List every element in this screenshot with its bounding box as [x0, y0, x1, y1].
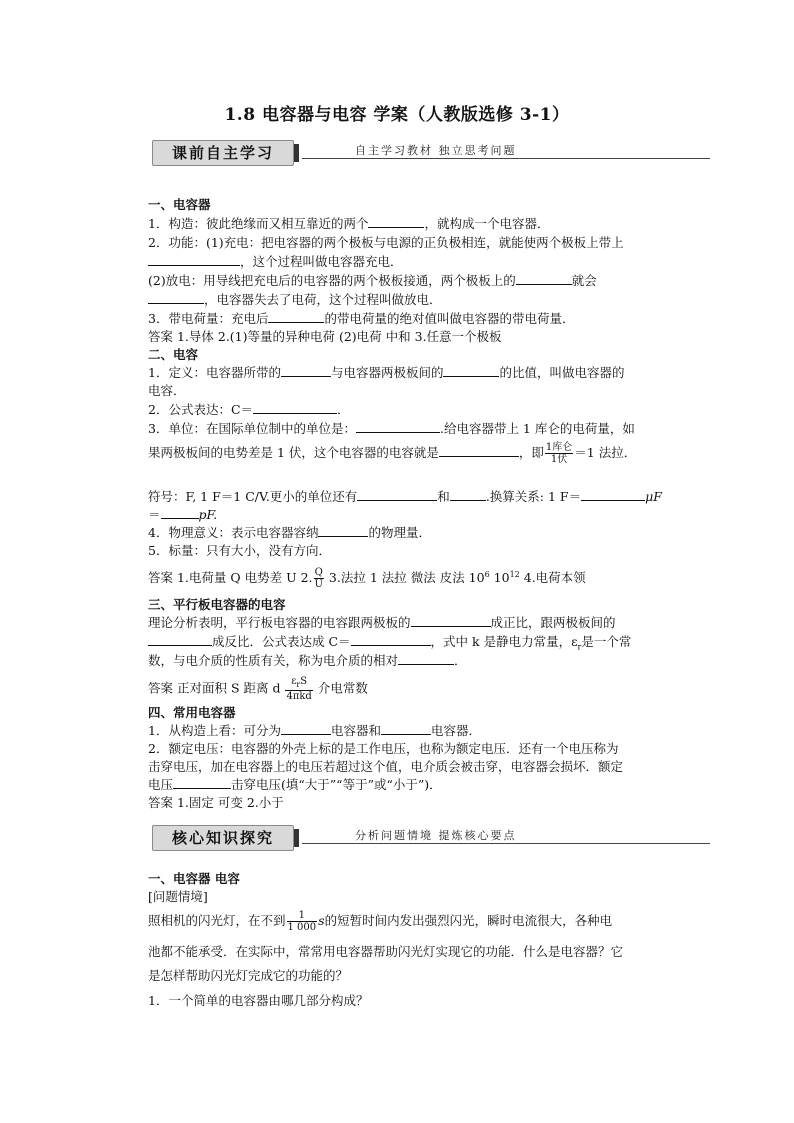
banner-tag: 核心知识探究	[152, 825, 294, 851]
text-line: 池都不能承受．在实际中，常常用电容器帮助闪光灯实现它的功能．什么是电容器？它	[148, 944, 624, 959]
answer-blank	[356, 420, 440, 433]
answer-blank	[516, 272, 572, 285]
section-heading: 一、电容器 电容	[148, 871, 240, 886]
banner-rule	[302, 158, 710, 159]
answer-blank	[411, 614, 491, 627]
text-line: [问题情境]	[148, 889, 208, 904]
answer-blank	[381, 722, 431, 735]
text-line: 击穿电压，加在电容器上的电压若超过这个值，电介质会被击穿，电容器会损坏．额定	[148, 759, 624, 774]
answer-blank	[281, 364, 331, 377]
text-line: 5．标量：只有大小，没有方向．	[148, 543, 331, 558]
text-line: 是怎样帮助闪光灯完成它的功能的？	[148, 968, 349, 983]
banner-bar	[294, 144, 299, 162]
answer-blank	[357, 488, 437, 501]
banner-subtitle: 分析问题情境 提炼核心要点	[355, 829, 517, 842]
text-line: (2)放电：用导线把充电后的电容器的两个极板接通，两个极板上的 就会	[148, 273, 597, 288]
answer-blank	[581, 488, 645, 501]
answer-blank	[450, 488, 486, 501]
text-line: 2．功能：(1)充电：把电容器的两个极板与电源的正负极相连，就能使两个极板上带上	[148, 235, 624, 250]
fraction: $\frac{Q}{U}$	[314, 567, 323, 591]
page-title: 1.8 电容器与电容 学案（人教版选修 3-1）	[224, 105, 570, 125]
text-line: 1．从构造上看：可分为 电容器和 电容器．	[148, 723, 481, 738]
answer-blank	[173, 776, 231, 789]
text-line: 2．额定电压：电容器的外壳上标的是工作电压，也称为额定电压．还有一个电压称为	[148, 741, 619, 756]
answer-blank	[148, 291, 204, 304]
text-line: ＝ pF.	[148, 507, 218, 522]
text-line: 符号：F, 1 F＝1 C/V.更小的单位还有 和 .换算关系: 1 F＝ μF	[148, 489, 662, 504]
banner-bar	[294, 829, 299, 847]
section-heading: 四、常用电容器	[148, 705, 236, 720]
answer-blank	[443, 364, 499, 377]
fraction: $\frac{\text{1库仑}}{\text{1伏}}$	[545, 442, 573, 465]
answer-blank	[268, 310, 324, 323]
text-line: 4．物理意义：表示电容器容纳 的物理量．	[148, 525, 431, 540]
answer-line: 答案 1.导体 2.(1)等量的异种电荷 (2)电荷 中和 3.任意一个极板	[148, 329, 502, 344]
answer-blank	[351, 633, 431, 646]
text-line: 3．带电荷量：充电后 的带电荷量的绝对值叫做电容器的带电荷量．	[148, 311, 575, 326]
text-line: 理论分析表明，平行板电容器的电容跟两极板的 成正比，跟两极板间的	[148, 615, 616, 630]
text-line: 1．定义：电容器所带的 与电容器两极板间的 的比值，叫做电容器的	[148, 365, 625, 380]
section-banner-core	[152, 825, 710, 851]
answer-blank	[161, 506, 199, 519]
answer-blank	[439, 444, 519, 457]
text-line: 成反比．公式表达成 C＝ ，式中 k 是静电力常量，$\varepsilon_r$是一个常	[148, 633, 678, 657]
fraction: $\frac{\varepsilon_rS}{\text{4πkd}}$	[286, 676, 312, 702]
section-heading: 二、电容	[148, 347, 199, 362]
text-line: 电压 击穿电压(填“大于”“等于”或“小于”)．	[148, 777, 442, 792]
section-banner-preview	[152, 140, 710, 166]
text-line: 数，与电介质的性质有关，称为电介质的相对 ．	[148, 653, 467, 668]
answer-blank	[281, 722, 331, 735]
text-line: 1．构造：彼此绝缘而又相互靠近的两个 ，就构成一个电容器．	[148, 216, 550, 231]
text-line: 2．公式表达：C＝ ．	[148, 402, 350, 417]
fraction: $\frac{1}{1 000}$	[287, 910, 317, 933]
section-heading: 三、平行板电容器的电容	[148, 597, 286, 612]
answer-line: 答案 1.固定 可变 2.小于	[148, 795, 284, 810]
answer-line: 答案 正对面积 S 距离 d $\frac{\varepsilon_rS}{\text{4πkd}}$ 介电常数	[148, 676, 368, 702]
answer-blank	[253, 401, 337, 414]
text-line: 照相机的闪光灯，在不到 $\frac{1}{1 000}$ s的短暂时间内发出强烈闪光，瞬时电流很大，各种电	[148, 910, 613, 933]
banner-subtitle: 自主学习教材 独立思考问题	[355, 144, 517, 157]
text-line: 果两极板间的电势差是 1 伏，这个电容器的电容就是 ，即 $\frac{\text{1库仑}}{\text{1伏}}$ ＝1 法拉．	[148, 442, 637, 465]
section-heading: 一、电容器	[148, 197, 211, 212]
answer-blank	[398, 652, 454, 665]
banner-rule	[302, 843, 710, 844]
answer-blank	[148, 633, 212, 646]
banner-tag: 课前自主学习	[152, 140, 294, 166]
text-line: ，电容器失去了电荷，这个过程叫做放电．	[148, 291, 678, 309]
answer-blank	[368, 215, 424, 228]
text-line: 1．一个简单的电容器由哪几部分构成？	[148, 993, 369, 1008]
answer-blank	[318, 524, 368, 537]
text-line: ，这个过程叫做电容器充电．	[148, 253, 678, 271]
text-line: 电容．	[148, 383, 186, 398]
answer-line: 答案 1.电荷量 Q 电势差 U 2. $\frac{Q}{U}$ 3.法拉 1 法拉 微法 皮法 $10^6$ $10^{12}$ 4.电荷本领	[148, 567, 586, 591]
answer-blank	[148, 253, 240, 266]
text-line: 3．单位：在国际单位制中的单位是： .给电容器带上 1 库仑的电荷量，如	[148, 421, 635, 436]
